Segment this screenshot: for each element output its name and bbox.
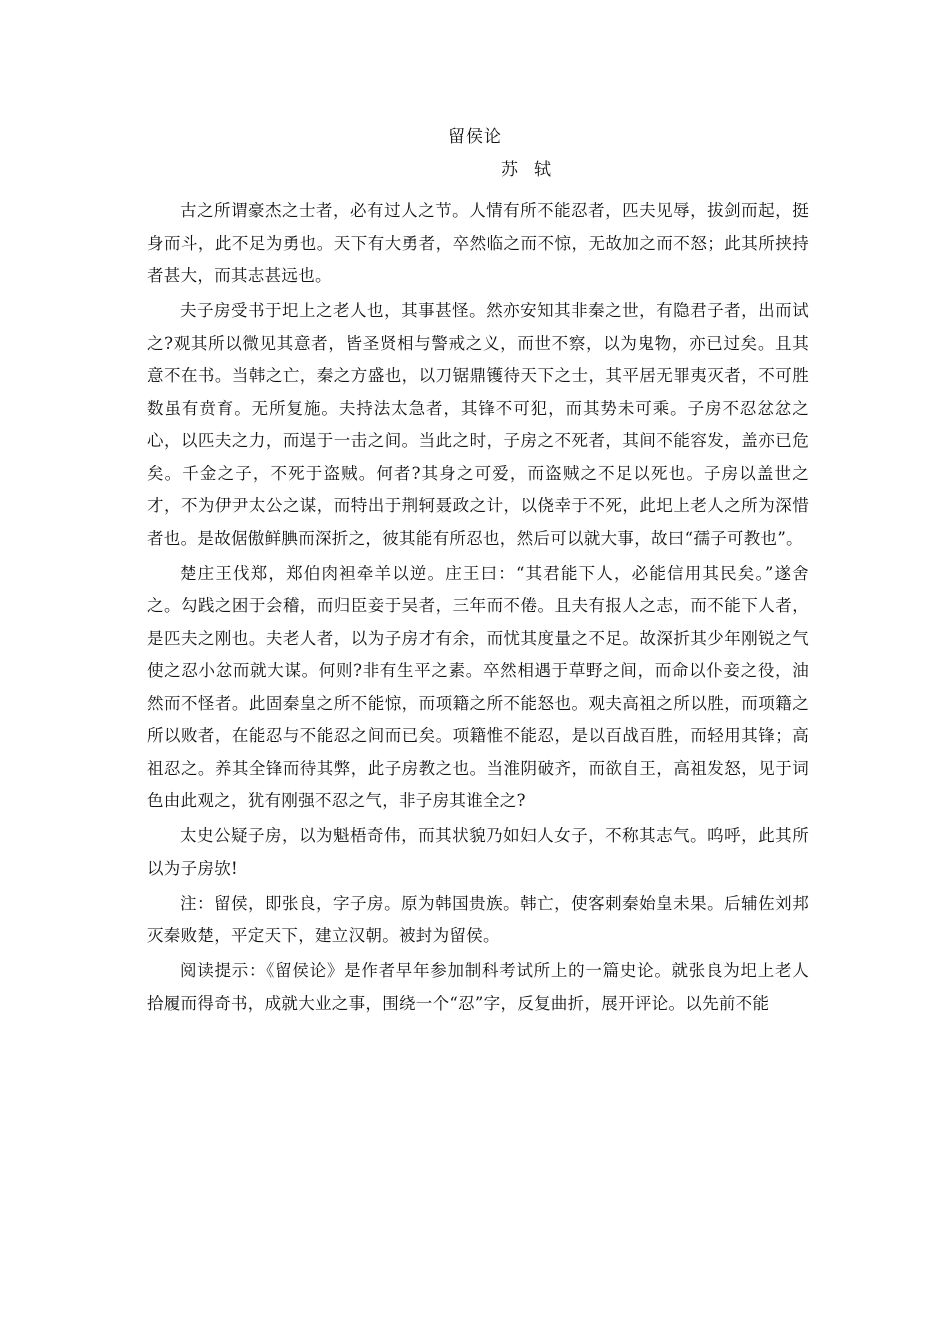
author-given-name: 轼	[534, 160, 551, 180]
paragraph-intro: 古之所谓豪杰之士者，必有过人之节。人情有所不能忍者，匹夫见辱，拔剑而起，挺身而斗，此不足为勇也。天下有大勇者，卒然临之而不惊，无故加之而不怒；此其所挟持者甚大，而其志甚远也。	[147, 201, 809, 285]
paragraph-note: 注：留侯，即张良，字子房。原为韩国贵族。韩亡，使客刺秦始皇未果。后辅佐刘邦灭秦败楚，平定天下，建立汉朝。被封为留侯。	[147, 893, 809, 945]
paragraph-forbearance: 楚庄王伐郑，郑伯肉袒牵羊以逆。庄王曰：“其君能下人，必能信用其民矣。”遂舍之。勾践之困于会稽，而归臣妾于吴者，三年而不倦。且夫有报人之志，而不能下人者，是匹夫之刚也。夫老人者，以为子房才有余，而忧其度量之不足。故深折其少年刚锐之气使之忍小忿而就大谋。何则?非有生平之素。卒然相遇于草野之间，而命以仆妾之役，油然而不怪者。此固秦皇之所不能惊，而项籍之所不能怒也。观夫高祖之所以胜，而项籍之所以败者，在能忍与不能忍之间而已矣。项籍惟不能忍，是以百战百胜，而轻用其锋；高祖忍之。养其全锋而待其弊，此子房教之也。当淮阴破齐，而欲自王，高祖发怒，见于词色由此观之，犹有刚强不忍之气，非子房其谁全之?	[147, 563, 809, 810]
author-name	[0, 158, 950, 182]
paragraph-zifang-book: 夫子房受书于圯上之老人也，其事甚怪。然亦安知其非秦之世，有隐君子者，出而试之?观其所以微见其意者，皆圣贤相与警戒之义，而世不察，以为鬼物，亦已过矣。且其意不在书。当韩之亡，秦之方盛也，以刀锯鼎镬待天下之士，其平居无罪夷灭者，不可胜数虽有贲育。无所复施。夫持法太急者，其锋不可犯，而其势未可乘。子房不忍忿忿之心，以匹夫之力，而逞于一击之间。当此之时，子房之不死者，其间不能容发，盖亦已危矣。千金之子，不死于盗贼。何者?其身之可爱，而盗贼之不足以死也。子房以盖世之才，不为伊尹太公之谋，而特出于荆轲聂政之计，以侥幸于不死，此圯上老人之所为深惜者也。是故倨傲鲜腆而深折之，彼其能有所忍也，然后可以就大事，故曰“孺子可教也”。	[147, 301, 809, 548]
paragraph-taishigong: 太史公疑子房，以为魁梧奇伟，而其状貌乃如妇人女子，不称其志气。呜呼，此其所以为子房欤!	[147, 826, 809, 878]
paragraph-reading-tip: 阅读提示：《留侯论》是作者早年参加制科考试所上的一篇史论。就张良为圯上老人拾履而得奇书，成就大业之事，围绕一个“忍”字，反复曲折，展开评论。以先前不能	[147, 961, 809, 1013]
author-surname: 苏	[501, 160, 518, 180]
essay-body	[147, 195, 809, 1023]
essay-title: 留侯论	[448, 127, 502, 147]
